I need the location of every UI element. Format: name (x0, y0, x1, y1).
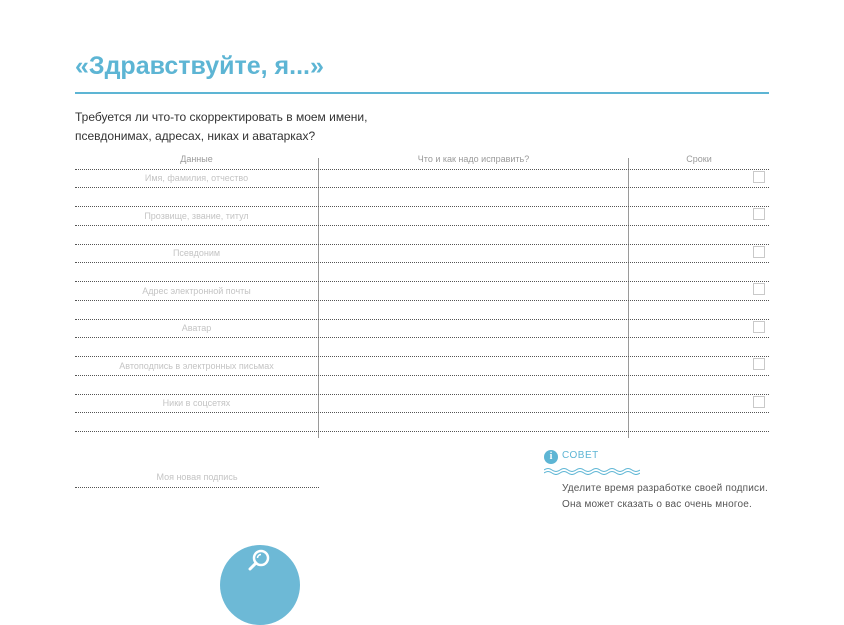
deadline-checkbox[interactable] (753, 246, 765, 258)
row-line (75, 187, 769, 188)
row-line (75, 375, 769, 376)
row-line (75, 262, 769, 263)
row-line (75, 225, 769, 226)
magnifier-icon (247, 547, 273, 573)
deadline-checkbox[interactable] (753, 283, 765, 295)
row-label-pseudonym: Псевдоним (172, 248, 221, 258)
row-label-nickname-title: Прозвище, звание, титул (144, 211, 249, 221)
tip-line-2: Она может сказать о вас очень многое. (562, 499, 752, 510)
row-line (75, 319, 769, 320)
column-divider (318, 158, 319, 438)
row-label-email-signature: Автоподпись в электронных письмах (119, 361, 274, 371)
deadline-checkbox[interactable] (753, 396, 765, 408)
tip-title: СОВЕТ (562, 450, 599, 461)
deadline-checkbox[interactable] (753, 208, 765, 220)
wave-divider-icon (544, 467, 640, 475)
deadline-checkbox[interactable] (753, 321, 765, 333)
row-line (75, 281, 769, 282)
row-line (75, 169, 769, 170)
signature-label: Моя новая подпись (156, 472, 238, 482)
row-line (75, 337, 769, 338)
row-line (75, 412, 769, 413)
row-line (75, 300, 769, 301)
column-divider (628, 158, 629, 438)
row-label-avatar: Аватар (181, 323, 212, 333)
magnifier-badge (220, 545, 300, 625)
row-line (75, 206, 769, 207)
column-header-deadline: Сроки (686, 154, 712, 164)
row-label-social-nicks: Ники в соцсетях (162, 398, 231, 408)
info-icon: i (544, 450, 558, 464)
row-line (75, 431, 769, 432)
tip-text (562, 481, 782, 513)
title-divider (75, 92, 769, 94)
signature-line[interactable] (75, 487, 319, 488)
intro-question (75, 108, 415, 146)
deadline-checkbox[interactable] (753, 358, 765, 370)
row-line (75, 244, 769, 245)
page-title: «Здравствуйте, я...» (75, 52, 324, 80)
tip-line-1: Уделите время разработке своей подписи. (562, 483, 769, 494)
row-line (75, 356, 769, 357)
intro-line-2: псевдонимах, адресах, никах и аватарках? (75, 129, 316, 143)
column-header-data: Данные (180, 154, 213, 164)
row-label-full-name: Имя, фамилия, отчество (144, 173, 249, 183)
intro-line-1: Требуется ли что-то скорректировать в моем имени, (75, 110, 368, 124)
deadline-checkbox[interactable] (753, 171, 765, 183)
row-line (75, 394, 769, 395)
column-header-fix: Что и как надо исправить? (417, 154, 530, 164)
row-label-email: Адрес электронной почты (142, 286, 251, 296)
